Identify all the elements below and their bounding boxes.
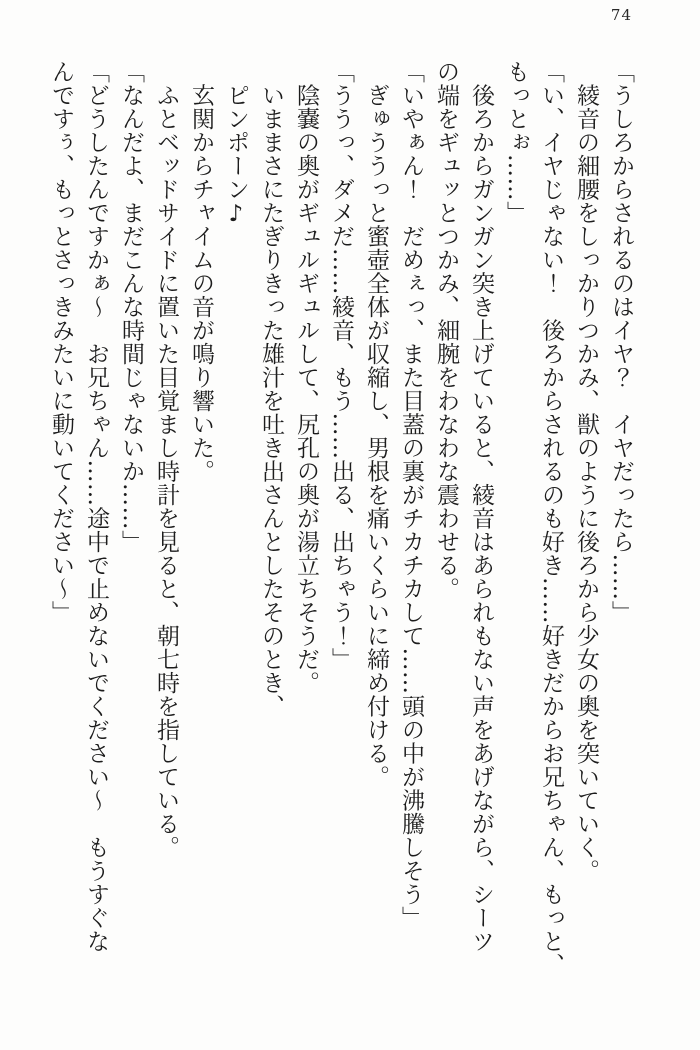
text-line: 後ろからガンガン突き上げていると、綾音はあられもない声をあげながら、シーツ: [468, 60, 494, 953]
text-line: ピンポーン♪: [223, 60, 249, 228]
text-line: 「どうしたんですかぁ～ お兄ちゃん……途中で止めないでください～ もうすぐな: [83, 60, 109, 953]
page-text-block: [43, 60, 638, 995]
text-line: 「なんだよ、まだこんな時間じゃないか……」: [118, 60, 144, 554]
text-line: 「いやぁん！ だめぇっ、また目蓋の裏がチカチカして……頭の中が沸騰しそう」: [398, 60, 424, 930]
text-line: 「ううっ、ダメだ……綾音、もう……出る、出ちゃう！」: [328, 60, 354, 671]
text-line: 綾音の細腰をしっかりつかみ、獣のように後ろから少女の奥を突いていく。: [573, 60, 599, 883]
text-line: 「い、イヤじゃない！ 後ろからされるのも好き……好きだからお兄ちゃん、もっと、: [538, 60, 564, 977]
text-line: 玄関からチャイムの音が鳴り響いた。: [188, 60, 214, 483]
page-number: 74: [610, 6, 632, 24]
text-line: んですぅ、もっとさっきみたいに動いてください～」: [48, 60, 74, 624]
text-line: の端をギュッとつかみ、細腕をわなわな震わせる。: [433, 60, 459, 601]
text-line: いままさにたぎりきった雄汁を吐き出さんとしたそのとき、: [258, 60, 284, 718]
text-line: ぎゅううっと蜜壺全体が収縮し、男根を痛いくらいに締め付ける。: [363, 60, 389, 789]
text-line: 「うしろからされるのはイヤ？ イヤだったら……」: [608, 60, 634, 624]
text-line: ふとベッドサイドに置いた目覚まし時計を見ると、朝七時を指している。: [153, 60, 179, 859]
text-line: もっとぉ……」: [503, 60, 529, 225]
text-line: 陰嚢の奥がギュルギュルして、尻孔の奥が湯立ちそうだ。: [293, 60, 319, 695]
